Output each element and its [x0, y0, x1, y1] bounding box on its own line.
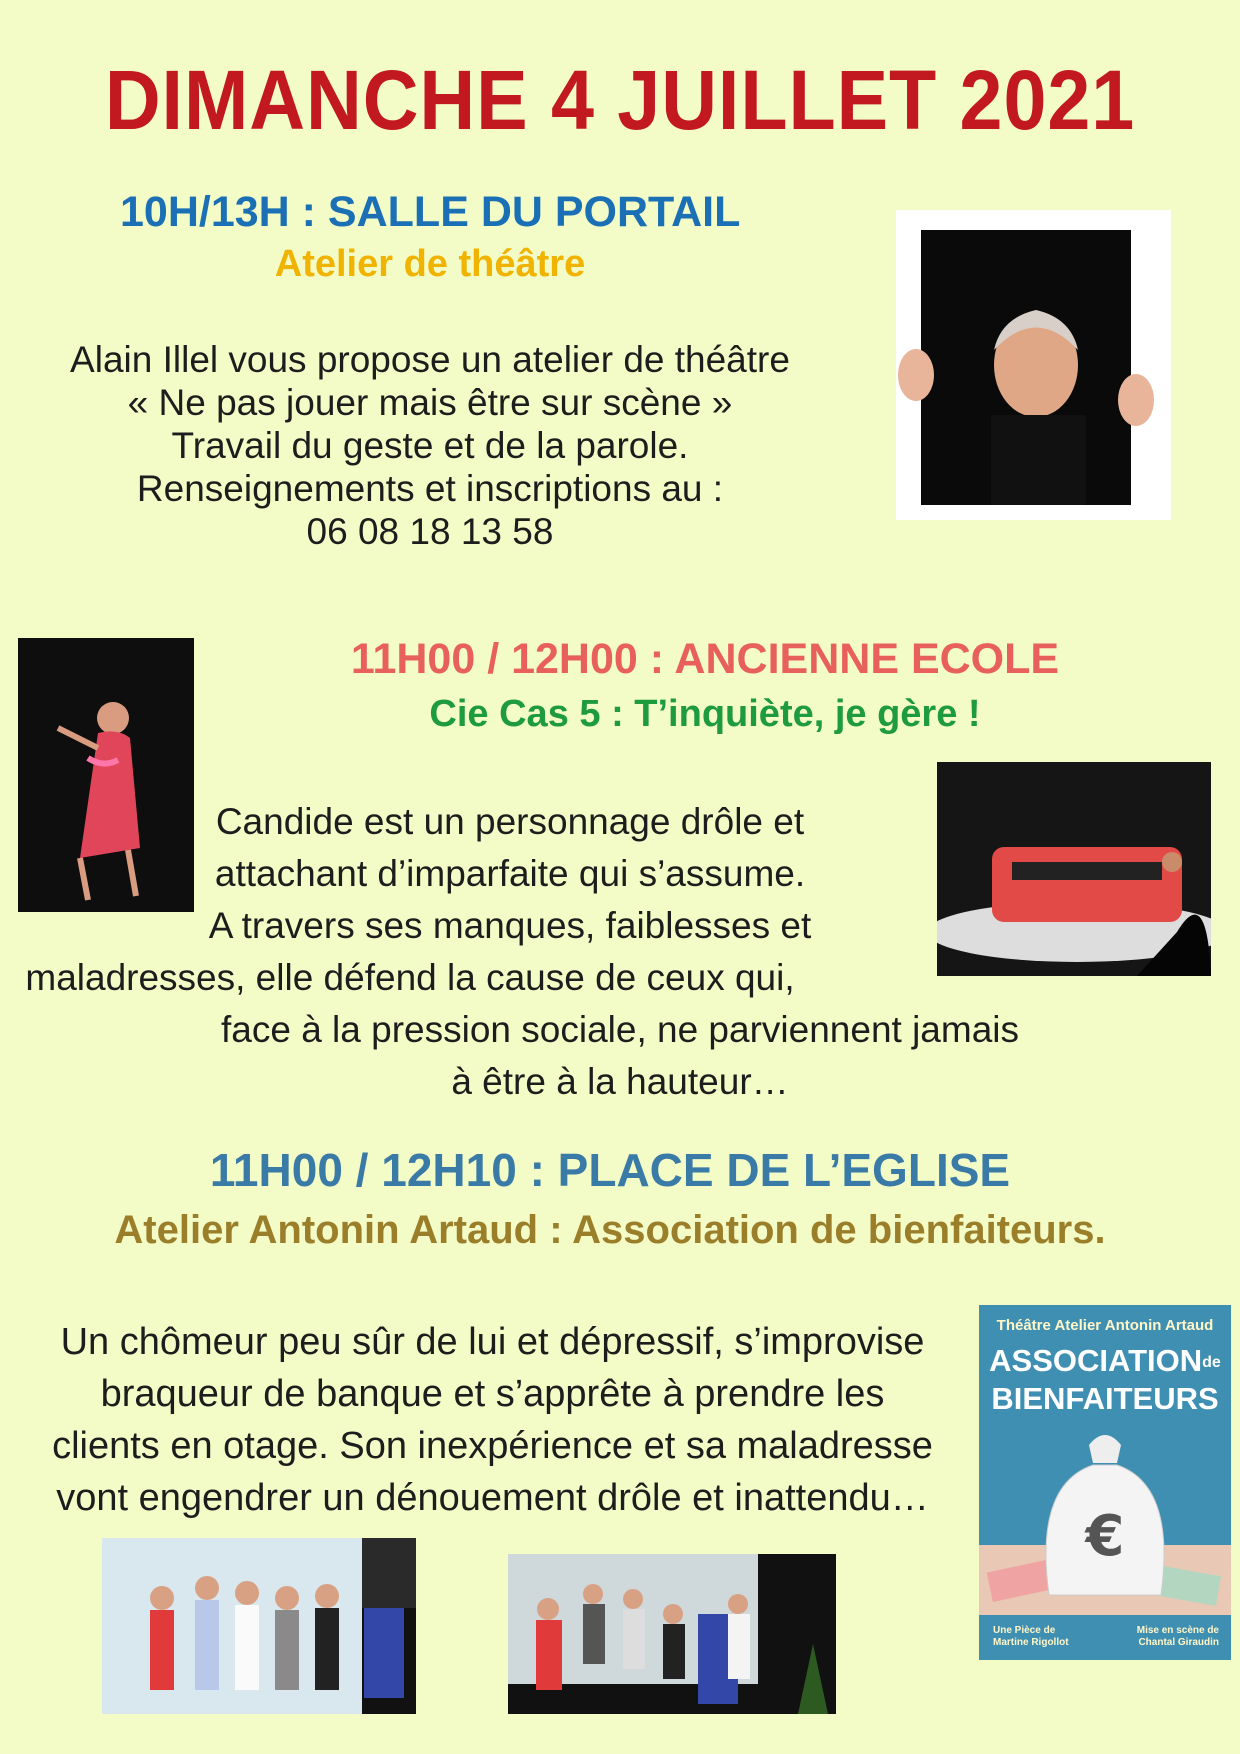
text-line: Candide est un personnage drôle et	[215, 801, 805, 842]
page-title: DIMANCHE 4 JUILLET 2021	[104, 53, 1136, 147]
poster-title1: ASSOCIATIONde	[989, 1343, 1221, 1378]
section1-heading: 10H/13H : SALLE DU PORTAIL	[120, 188, 741, 236]
text-line: « Ne pas jouer mais être sur scène »	[127, 382, 733, 423]
section3-subheading: Atelier Antonin Artaud : Association de bienfaiteurs.	[114, 1208, 1106, 1252]
text-line: 06 08 18 13 58	[306, 511, 554, 552]
poster-title2: BIENFAITEURS	[991, 1380, 1219, 1416]
text-line: à être à la hauteur…	[451, 1061, 789, 1102]
section2-body	[25, 800, 1100, 1103]
section1-subheading: Atelier de théâtre	[274, 243, 586, 285]
section2-subheading: Cie Cas 5 : T’inquiète, je gère !	[429, 693, 981, 735]
section1-body	[30, 338, 830, 553]
poster-top-text: Théâtre Atelier Antonin Artaud	[996, 1317, 1214, 1334]
section3-heading: 11H00 / 12H10 : PLACE DE L’EGLISE	[209, 1144, 1011, 1196]
text-line: Un chômeur peu sûr de lui et dépressif, s’improvise	[60, 1321, 925, 1363]
money-bag-illustration	[979, 1415, 1231, 1615]
text-line: clients en otage. Son inexpérience et sa maladresse	[52, 1425, 933, 1467]
section3-body	[5, 1316, 980, 1524]
photo-bank-scene-2	[508, 1554, 836, 1714]
portrait-illustration	[896, 210, 1171, 520]
text-line: maladresses, elle défend la cause de ceux qui,	[25, 957, 795, 998]
text-line: Alain Illel vous propose un atelier de théâtre	[70, 339, 790, 380]
poster-credit-right: Mise en scène de Chantal Giraudin	[1136, 1625, 1219, 1648]
photo-bank-scene-1	[102, 1538, 416, 1714]
text-line: vont engendrer un dénouement drôle et inattendu…	[56, 1477, 929, 1519]
section2-heading: 11H00 / 12H00 : ANCIENNE ECOLE	[350, 635, 1060, 683]
text-line: braqueur de banque et s’apprête à prendre les	[100, 1373, 885, 1415]
text-line: Travail du geste et de la parole.	[171, 425, 689, 466]
text-line: face à la pression sociale, ne parviennent jamais	[220, 1009, 1019, 1050]
poster-association-bienfaiteurs	[979, 1305, 1231, 1660]
text-line: attachant d’imparfaite qui s’assume.	[214, 853, 806, 894]
photo-man-frame	[896, 210, 1171, 520]
svg-text:€: €	[1085, 1504, 1125, 1569]
poster-credit-left: Une Pièce de Martine Rigollot	[993, 1625, 1069, 1648]
text-line: Renseignements et inscriptions au :	[136, 468, 724, 509]
group-illustration	[508, 1554, 836, 1714]
text-line: A travers ses manques, faiblesses et	[208, 905, 812, 946]
group-illustration	[102, 1538, 416, 1714]
